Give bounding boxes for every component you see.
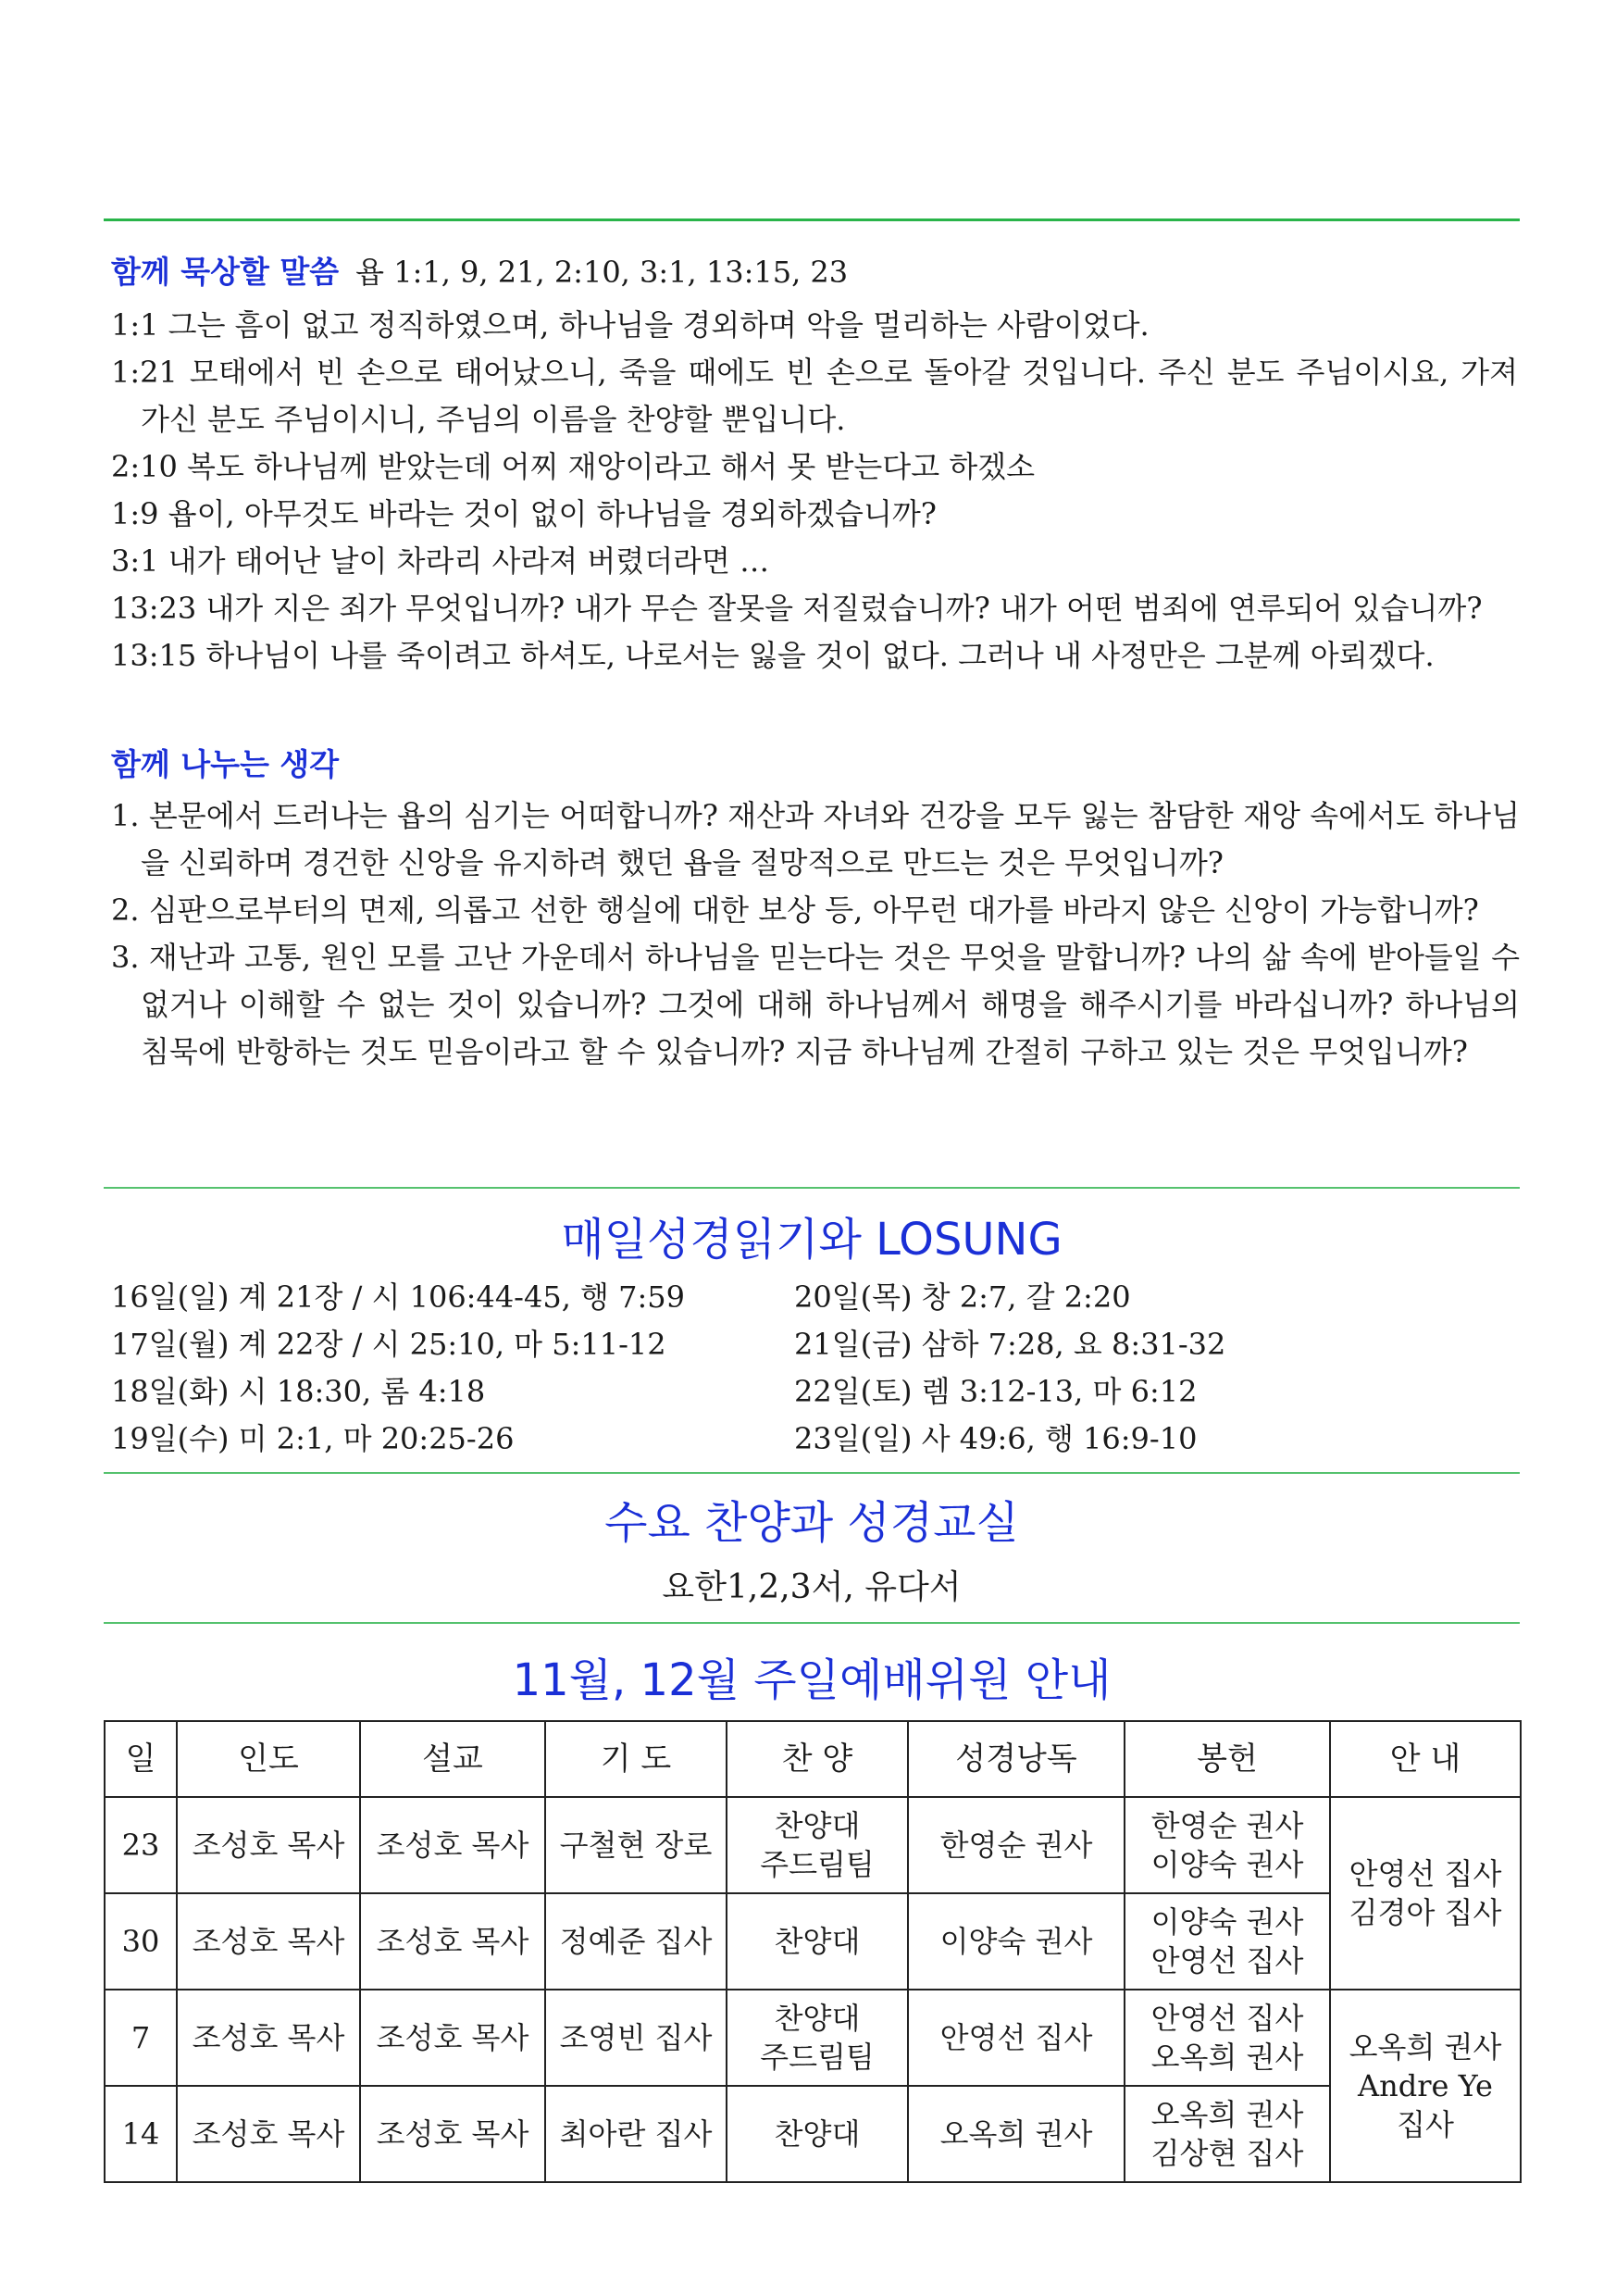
reading-item: 21일(금) 삼하 7:28, 요 8:31-32 bbox=[794, 1327, 1226, 1362]
cell-reading: 한영순 권사 bbox=[908, 1797, 1125, 1893]
sharing-heading: 함께 나누는 생각 bbox=[111, 746, 340, 782]
offering-line: 한영순 권사 bbox=[1150, 1808, 1304, 1843]
cell-sermon: 조성호 목사 bbox=[360, 2086, 545, 2182]
offering-line: 안영선 집사 bbox=[1150, 1943, 1304, 1978]
table-row bbox=[105, 1990, 1521, 2086]
cell-sermon: 조성호 목사 bbox=[360, 1990, 545, 2086]
cell-sermon: 조성호 목사 bbox=[360, 1893, 545, 1990]
guide-line: 집사 bbox=[1397, 2107, 1454, 2142]
daily-reading-title: 매일성경읽기와 LOSUNG bbox=[561, 1214, 1063, 1266]
cell-sermon: 조성호 목사 bbox=[360, 1797, 545, 1893]
cell-day: 23 bbox=[105, 1797, 177, 1893]
header-lead: 인도 bbox=[177, 1721, 360, 1797]
cell-prayer: 정예준 집사 bbox=[545, 1893, 727, 1990]
offering-line: 안영선 집사 bbox=[1150, 2001, 1304, 2036]
reading-item: 22일(토) 렘 3:12-13, 마 6:12 bbox=[794, 1374, 1198, 1409]
table-row bbox=[105, 1797, 1521, 1893]
verse-line: 13:15 하나님이 나를 죽이려고 하셔도, 나로서는 잃을 것이 없다. 그러나 내 사정만은 그분께 아뢰겠다. bbox=[111, 638, 1435, 673]
cell-offering bbox=[1125, 2086, 1330, 2182]
meditation-reference: 욥 1:1, 9, 21, 2:10, 3:1, 13:15, 23 bbox=[355, 255, 849, 290]
praise-line: 찬양대 bbox=[774, 2001, 861, 2036]
divider bbox=[104, 1472, 1520, 1474]
verse-line: 1:1 그는 흠이 없고 정직하였으며, 하나님을 경외하며 악을 멀리하는 사람이었다. bbox=[111, 307, 1150, 343]
cell-day: 30 bbox=[105, 1893, 177, 1990]
cell-prayer: 최아란 집사 bbox=[545, 2086, 727, 2182]
praise-line: 찬양대 bbox=[774, 1924, 861, 1959]
meditation-verses bbox=[111, 302, 1518, 680]
praise-line: 찬양대 bbox=[774, 2116, 861, 2152]
cell-reading: 오옥희 권사 bbox=[908, 2086, 1125, 2182]
cell-day: 14 bbox=[105, 2086, 177, 2182]
reading-item: 17일(월) 계 22장 / 시 25:10, 마 5:11-12 bbox=[111, 1327, 666, 1362]
cell-praise bbox=[727, 2086, 908, 2182]
guide-line: 김경아 집사 bbox=[1349, 1895, 1502, 1930]
divider bbox=[104, 1187, 1520, 1189]
verse-line: 13:23 내가 지은 죄가 무엇입니까? 내가 무슨 잘못을 저질렀습니까? 내가 어떤 범죄에 연루되어 있습니까? bbox=[111, 591, 1483, 626]
sharing-questions bbox=[111, 792, 1520, 1076]
roster-table bbox=[104, 1720, 1522, 2183]
cell-praise bbox=[727, 1797, 908, 1893]
offering-line: 이양숙 권사 bbox=[1150, 1847, 1304, 1882]
cell-reading: 이양숙 권사 bbox=[908, 1893, 1125, 1990]
verse-line: 3:1 내가 태어난 날이 차라리 사라져 버렸더라면 … bbox=[111, 543, 770, 579]
offering-line: 오옥희 권사 bbox=[1150, 2097, 1304, 2132]
verse-line: 1:9 욥이, 아무것도 바라는 것이 없이 하나님을 경외하겠습니까? bbox=[111, 496, 937, 531]
divider bbox=[104, 1622, 1520, 1624]
cell-praise bbox=[727, 1893, 908, 1990]
offering-line: 김상현 집사 bbox=[1150, 2136, 1304, 2171]
table-row bbox=[105, 2086, 1521, 2182]
header-guide: 안 내 bbox=[1330, 1721, 1521, 1797]
meditation-heading-text: 함께 묵상할 말씀 bbox=[111, 254, 340, 290]
praise-line: 찬양대 bbox=[774, 1808, 861, 1843]
cell-offering bbox=[1125, 1990, 1330, 2086]
question-item: 2. 심판으로부터의 면제, 의롭고 선한 행실에 대한 보상 등, 아무런 대가를 바라지 않은 신앙이 가능합니까? bbox=[111, 892, 1479, 928]
table-row bbox=[105, 1893, 1521, 1990]
guide-line: 오옥희 권사 bbox=[1349, 2029, 1502, 2065]
wednesday-subtitle: 요한1,2,3서, 유다서 bbox=[662, 1568, 962, 1606]
cell-prayer: 구철현 장로 bbox=[545, 1797, 727, 1893]
header-offering: 봉헌 bbox=[1125, 1721, 1330, 1797]
cell-guide-dec bbox=[1330, 1990, 1521, 2182]
offering-line: 이양숙 권사 bbox=[1150, 1904, 1304, 1940]
cell-offering bbox=[1125, 1893, 1330, 1990]
cell-lead: 조성호 목사 bbox=[177, 1990, 360, 2086]
cell-prayer: 조영빈 집사 bbox=[545, 1990, 727, 2086]
offering-line: 오옥희 권사 bbox=[1150, 2040, 1304, 2075]
cell-day: 7 bbox=[105, 1990, 177, 2086]
header-day: 일 bbox=[105, 1721, 177, 1797]
verse-line: 2:10 복도 하나님께 받았는데 어찌 재앙이라고 해서 못 받는다고 하겠소 bbox=[111, 449, 1036, 484]
table-header-row bbox=[105, 1721, 1521, 1797]
guide-line: Andre Ye bbox=[1358, 2068, 1493, 2103]
cell-lead: 조성호 목사 bbox=[177, 1893, 360, 1990]
header-prayer: 기 도 bbox=[545, 1721, 727, 1797]
reading-item: 19일(수) 미 2:1, 마 20:25-26 bbox=[111, 1421, 515, 1456]
daily-reading-left bbox=[111, 1274, 685, 1463]
cell-offering bbox=[1125, 1797, 1330, 1893]
wednesday-title: 수요 찬양과 성경교실 bbox=[604, 1497, 1019, 1549]
roster-title: 11월, 12월 주일예배위원 안내 bbox=[512, 1654, 1112, 1706]
reading-item: 23일(일) 사 49:6, 행 16:9-10 bbox=[794, 1421, 1198, 1456]
meditation-heading bbox=[111, 248, 848, 292]
cell-guide-nov bbox=[1330, 1797, 1521, 1990]
header-praise: 찬 양 bbox=[727, 1721, 908, 1797]
cell-reading: 안영선 집사 bbox=[908, 1990, 1125, 2086]
cell-lead: 조성호 목사 bbox=[177, 1797, 360, 1893]
praise-line: 주드림팀 bbox=[760, 2040, 875, 2075]
guide-line: 안영선 집사 bbox=[1349, 1856, 1502, 1891]
question-item: 1. 본문에서 드러나는 욥의 심기는 어떠합니까? 재산과 자녀와 건강을 모두 잃는 참담한 재앙 속에서도 하나님을 신뢰하며 경건한 신앙을 유지하려 했던 욥을 절망적으로 만드는 것은 무엇입니까? bbox=[111, 798, 1521, 880]
header-reading: 성경낭독 bbox=[908, 1721, 1125, 1797]
top-divider bbox=[104, 218, 1520, 221]
cell-praise bbox=[727, 1990, 908, 2086]
question-item: 3. 재난과 고통, 원인 모를 고난 가운데서 하나님을 믿는다는 것은 무엇을 말합니까? 나의 삶 속에 받아들일 수 없거나 이해할 수 없는 것이 있습니까? 그것에 대해 하나님께서 해명을 해주시기를 바라십니까? 하나님의 침묵에 반항하는 것도 믿음이라고 할 수 있습니까? 지금 하나님께 간절히 구하고 있는 것은 무엇입니까? bbox=[111, 940, 1520, 1069]
header-sermon: 설교 bbox=[360, 1721, 545, 1797]
cell-lead: 조성호 목사 bbox=[177, 2086, 360, 2182]
reading-item: 20일(목) 창 2:7, 갈 2:20 bbox=[794, 1279, 1131, 1315]
verse-line: 1:21 모태에서 빈 손으로 태어났으니, 죽을 때에도 빈 손으로 돌아갈 것입니다. 주신 분도 주님이시요, 가져 가신 분도 주님이시니, 주님의 이름을 찬양할 뿐입니다. bbox=[111, 355, 1518, 437]
daily-reading-right bbox=[794, 1274, 1225, 1463]
reading-item: 16일(일) 계 21장 / 시 106:44-45, 행 7:59 bbox=[111, 1279, 686, 1315]
reading-item: 18일(화) 시 18:30, 롬 4:18 bbox=[111, 1374, 486, 1409]
praise-line: 주드림팀 bbox=[760, 1847, 875, 1882]
